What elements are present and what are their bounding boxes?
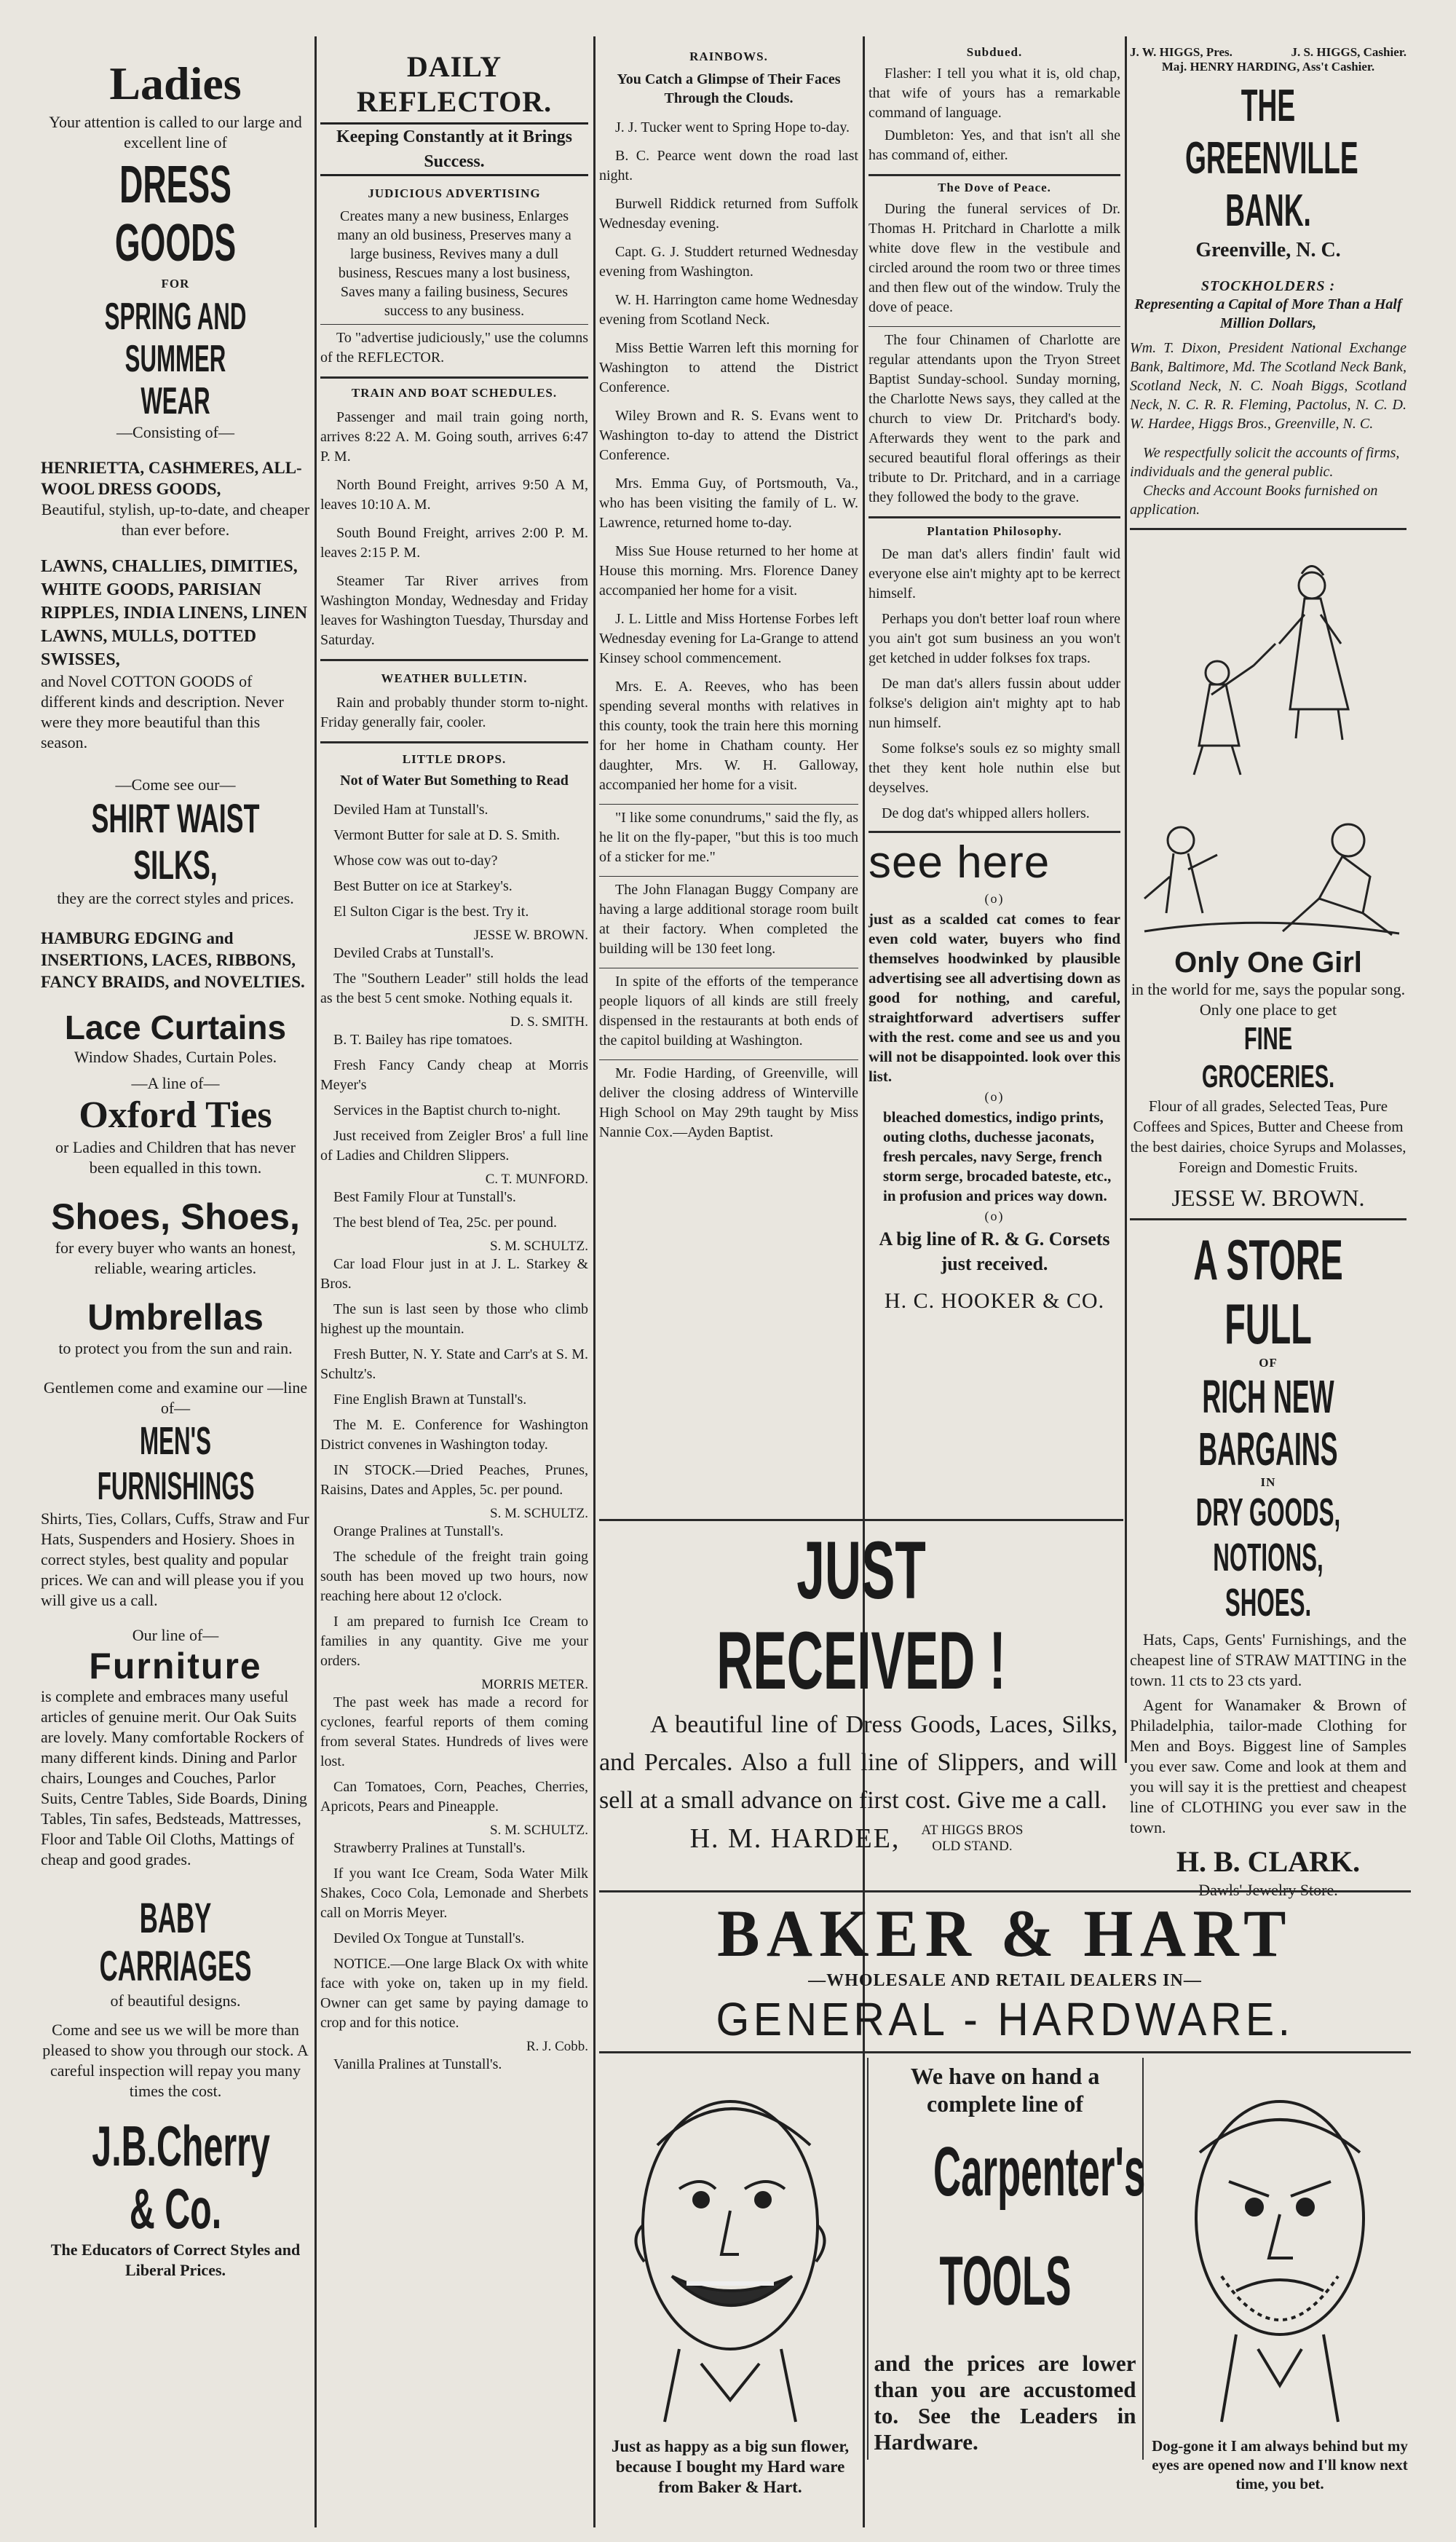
fabric-desc-2: and Novel COTTON GOODS of different kinds and description. Never were they more beautiful than this season. <box>41 672 284 751</box>
have-on-hand: We have on hand a complete line of <box>910 2063 1100 2117</box>
reflector-column <box>320 50 588 2527</box>
little-drop-item: Best Butter on ice at Starkey's. <box>333 878 513 894</box>
line-of-label: —A line of— <box>131 1074 220 1092</box>
little-drop-item: Best Family Flour at Tunstall's. <box>333 1189 516 1205</box>
subdued-heading: Subdued. <box>966 45 1023 59</box>
furniture-desc: is complete and embraces many useful articles of genuine merit. Our Oak Suits are lovely. Many comfortable Rockers of many different kinds. Dining and Parlor chairs, Lounges and Couches, Parlor Suits, Centre Tables, Side Boards, Dining Tables, Tin safes, Bedsteads, Mattresses, Floor and Table Oil Cloths, Mattings of cheap and good grades. <box>41 1687 307 1868</box>
rainbows-item: Mrs. E. A. Reeves, who has been spending several months with relatives in this county, took the train here this morning for her home in Chatham county. Her daughter, Mrs. W. H. Galloway, accompanied her home for a visit. <box>599 679 858 793</box>
dumbleton-reply: Dumbleton: Yes, and that isn't all she has command of, either. <box>869 127 1120 163</box>
little-drop-item: If you want Ice Cream, Soda Water Milk Shakes, Coco Cola, Lemonade and Sherbets call on Morris Meyer. <box>320 1866 588 1921</box>
rainbows-item: B. C. Pearce went down the road last night. <box>599 148 858 183</box>
plantation-heading: Plantation Philosophy. <box>927 524 1062 538</box>
shoes-desc: for every buyer who wants an honest, reliable, wearing articles. <box>55 1239 296 1277</box>
consisting-label: —Consisting of— <box>116 423 234 441</box>
fabric-list-1: HENRIETTA, CASHMERES, ALL-WOOL DRESS GOODS, <box>41 459 302 498</box>
see-here-heading: see here <box>869 837 1051 888</box>
rainbows-sub: You Catch a Glimpse of Their Faces Through the Clouds. <box>617 71 841 106</box>
little-drop-item: Orange Pralines at Tunstall's. <box>333 1523 504 1539</box>
rainbows-item: Burwell Riddick returned from Suffolk Wednesday evening. <box>599 196 858 232</box>
mens-furnishings-heading: MEN'S FURNISHINGS <box>97 1419 255 1508</box>
little-drop-item: B. T. Bailey has ripe tomatoes. <box>333 1032 513 1048</box>
plantation-list <box>869 545 1120 824</box>
grumpy-man-caption: Dog-gone it I am always behind but my eyes are opened now and I'll know next time, you bet. <box>1152 2437 1408 2492</box>
misc-column <box>869 45 1120 1501</box>
fabric-list-2: LAWNS, CHALLIES, DIMITIES, WHITE GOODS, PARISIAN RIPPLES, INDIA LINENS, LINEN LAWNS, MULLS, DOTTED SWISSES, <box>41 557 308 669</box>
fine-groceries: FINE GROCERIES. <box>1201 1021 1335 1094</box>
cherry-advertisement <box>41 58 310 2527</box>
little-drops-list <box>320 800 588 2075</box>
umbrellas-heading: Umbrellas <box>87 1297 264 1338</box>
plantation-item: De dog dat's whipped allers hollers. <box>882 805 1090 821</box>
dove-body: During the funeral services of Dr. Thomas H. Pritchard in Charlotte a milk white dove flew in the vestibule and circled around the room two or three times and then flew out of the window. Truly the dove of peace. <box>869 201 1120 315</box>
little-drop-item: Deviled Crabs at Tunstall's. <box>333 945 494 961</box>
shoes-heading: Shoes, Shoes, <box>51 1196 300 1237</box>
harding-item: Mr. Fodie Harding, of Greenville, will deliver the closing address of Winterville High School on May 29th taught by Miss Nannie Cox.—Ayden Baptist. <box>599 1065 858 1140</box>
bank-city: Greenville, N. C. <box>1195 239 1341 261</box>
little-drop-item: The sun is last seen by those who climb highest up the mountain. <box>320 1301 588 1337</box>
come-see-label: —Come see our— <box>115 775 236 794</box>
store-full-heading: A STORE FULL <box>1193 1228 1343 1356</box>
little-drops-heading: LITTLE DROPS. <box>402 752 507 766</box>
stockholders-list: Wm. T. Dixon, President National Exchange Bank, Baltimore, Md. The Scotland Neck Bank, Scotland Neck, N. C. Noah Biggs, Scotland Neck, N. C. R. R. Fleming, Pactolus, N. C. D. W. Hardee, Higgs Bros., Greenville, N. C. <box>1130 340 1406 432</box>
baker-hart-advertisement <box>599 1886 1411 2527</box>
girl-and-boys-illustration <box>1130 534 1406 942</box>
ornament: (o) <box>984 1209 1005 1223</box>
bank-president: J. W. HIGGS, Pres. <box>1130 45 1233 59</box>
right-column <box>1130 45 1406 1899</box>
little-drop-item: Deviled Ham at Tunstall's. <box>333 802 488 818</box>
hardee-body: A beautiful line of Dress Goods, Laces, Silks, and Percales. Also a full line of Slippers, and will sell at a small advance on first cost. Give me a call. <box>599 1711 1117 1814</box>
gentlemen-line: Gentlemen come and examine our —line of— <box>43 1378 308 1417</box>
clark-location: Dawls' Jewelry Store. <box>1198 1881 1338 1899</box>
tools-panel <box>867 2058 1144 2460</box>
little-drop-item: Whose cow was out to-day? <box>333 853 498 869</box>
hardee-advertisement <box>599 1515 1411 1879</box>
mens-desc: Shirts, Ties, Collars, Cuffs, Straw and Fur Hats, Suspenders and Hosiery. Shoes in correct styles, best quality and popular prices. We can and will please you if you will give us a call. <box>41 1509 309 1609</box>
hardee-signature-row <box>599 1823 1117 1855</box>
little-drop-item: El Sulton Cigar is the best. Try it. <box>333 904 529 920</box>
little-drop-signature: R. J. Cobb. <box>526 2039 588 2054</box>
rainbows-column <box>599 50 858 1501</box>
little-drop-signature: D. S. SMITH. <box>510 1014 588 1030</box>
prices-text: and the prices are lower than you are accustomed to. See the Leaders in Hardware. <box>874 2350 1136 2455</box>
plantation-item: De man dat's allers findin' fault wid everyone else ain't mighty apt to be kerrect himself. <box>869 546 1120 601</box>
in-label: IN <box>1260 1475 1276 1489</box>
buggy-item: The John Flanagan Buggy Company are having a large additional storage room built at their factory. When completed the building will be 130 feet long. <box>599 882 858 957</box>
little-drop-signature: S. M. SCHULTZ. <box>490 1239 588 1254</box>
train-schedule-1: Passenger and mail train going north, arrives 8:22 A. M. Going south, arrives 6:47 P. M. <box>320 409 588 465</box>
little-drop-item: The M. E. Conference for Washington District convenes in Washington today. <box>320 1417 588 1453</box>
carpenters-heading: Carpenter's <box>933 2133 1145 2211</box>
bank-checks: Checks and Account Books furnished on application. <box>1130 483 1378 518</box>
see-here-intro: just as a scalded cat comes to fear even cold water, buyers who find themselves hoodwinked by plausible advertising see all advertising down as good for nothing, and careful, straightforward advertisers suffer with the rest. come and see us and you will not be disappointed. look over this list. <box>869 910 1120 1085</box>
rainbows-heading: RAINBOWS. <box>689 50 768 63</box>
grocery-desc-2: Flour of all grades, Selected Teas, Pure Coffees and Spices, Butter and Cheese from the best dairies, choice Syrups and Molasses, Foreign and Domestic Fruits. <box>1130 1097 1406 1176</box>
jesse-brown: JESSE W. BROWN. <box>1171 1185 1365 1211</box>
see-here-list: bleached domestics, indigo prints, outing cloths, duchesse jaconats, fresh percales, navy Serge, french storm serge, brocaded bateste, etc., in profusion and prices way down. <box>883 1108 1112 1204</box>
of-label: OF <box>1259 1356 1278 1370</box>
rainbows-list <box>599 118 858 795</box>
train-schedule-2: North Bound Freight, arrives 9:50 A M, leaves 10:10 A. M. <box>320 477 588 513</box>
dress-goods-heading: DRESS GOODS <box>114 156 237 272</box>
stockholders-sub: Representing a Capital of More Than a Half Million Dollars, <box>1134 296 1402 331</box>
column-rule <box>593 36 596 2527</box>
tools-heading: TOOLS <box>939 2242 1071 2320</box>
chinamen-item: The four Chinamen of Charlotte are regular attendants upon the Tryon Street Baptist Sunday-school. Sunday morning, the Charlotte News says, they called at the church to view Dr. Pritchard's body. Afterwards they went to the park and secured beautiful floral offerings as their tribute to Dr. Pritchard, and in a carriage they followed the body to the grave. <box>869 332 1120 505</box>
rainbows-item: Capt. G. J. Studdert returned Wednesday evening from Washington. <box>599 244 858 280</box>
bank-solicit: We respectfully solicit the accounts of firms, individuals and the general public. <box>1130 445 1400 480</box>
dove-heading: The Dove of Peace. <box>938 181 1051 194</box>
bank-name: THE GREENVILLE BANK. <box>1185 81 1358 236</box>
bank-cashier: J. S. HIGGS, Cashier. <box>1291 45 1406 59</box>
general-hardware-heading: GENERAL - HARDWARE. <box>716 1993 1294 2045</box>
happy-man-illustration <box>599 2058 861 2436</box>
judicious-body: Creates many a new business, Enlarges many an old business, Preserves many a large business, Revives many a dull business, Rescues many a lost business, Saves many a failing business, Secures success to any business. <box>337 208 571 319</box>
for-label: FOR <box>161 277 190 291</box>
happy-man-panel <box>599 2058 861 2498</box>
hardee-location: AT HIGGS BROS OLD STAND. <box>921 1823 1024 1854</box>
fabric-desc-1: Beautiful, stylish, up-to-date, and cheaper than ever before. <box>41 500 310 539</box>
weather-heading: WEATHER BULLETIN. <box>381 671 528 685</box>
little-drop-item: Strawberry Pralines at Tunstall's. <box>333 1840 526 1856</box>
rainbows-item: W. H. Harrington came home Wednesday evening from Scotland Neck. <box>599 292 858 328</box>
ornament: (o) <box>984 1089 1005 1104</box>
plantation-item: De man dat's allers fussin about udder folkse's deligion ain't mighty apt to hab nun himself. <box>869 676 1120 731</box>
little-drop-item: The "Southern Leader" still holds the lead as the best 5 cent smoke. Nothing equals it. <box>320 971 588 1006</box>
little-drop-signature: MORRIS METER. <box>481 1677 588 1692</box>
come-see-us: Come and see us we will be more than pleased to show you through our stock. A careful inspection will repay you many times the cost. <box>42 2021 309 2100</box>
baker-hart-sub: —WHOLESALE AND RETAIL DEALERS IN— <box>808 1971 1202 1990</box>
little-drop-item: I am prepared to furnish Ice Cream to families in any quantity. Give me your orders. <box>320 1614 588 1669</box>
clark-desc: Hats, Caps, Gents' Furnishings, and the cheapest line of STRAW MATTING in the town. 11 cts to 23 cts yard. <box>1130 1630 1406 1689</box>
subdued-body: Flasher: I tell you what it is, old chap, that wife of yours has a remarkable command of language. <box>869 66 1120 121</box>
little-drop-item: Can Tomatoes, Corn, Peaches, Cherries, Apricots, Pears and Pineapple. <box>320 1779 588 1815</box>
column-rule <box>314 36 317 2527</box>
rainbows-item: Miss Bettie Warren left this morning for Washington to attend the District Conference. <box>599 340 858 395</box>
umbrellas-desc: to protect you from the sun and rain. <box>58 1339 293 1357</box>
little-drop-item: IN STOCK.—Dried Peaches, Prunes, Raisins, Dates and Apples, 5c. per pound. <box>320 1462 588 1498</box>
little-drop-item: Services in the Baptist church to-night. <box>333 1102 561 1118</box>
little-drop-item: The schedule of the freight train going south has been moved up two hours, now reaching here about 12 o'clock. <box>320 1549 588 1604</box>
motto: Keeping Constantly at it Brings Success. <box>320 125 588 176</box>
little-drop-item: Vermont Butter for sale at D. S. Smith. <box>333 827 561 843</box>
rich-bargains-heading: RICH NEW BARGAINS <box>1198 1370 1338 1475</box>
little-drop-signature: S. M. SCHULTZ. <box>490 1823 588 1838</box>
baby-carriages-heading: BABY CARRIAGES <box>99 1895 252 1990</box>
hooker-signature: H. C. HOOKER & CO. <box>884 1289 1105 1313</box>
only-one-girl: Only One Girl <box>1174 947 1362 979</box>
happy-man-caption: Just as happy as a big sun flower, because I bought my Hard ware from Baker & Hart. <box>611 2437 850 2496</box>
spring-summer-heading: SPRING AND SUMMER WEAR <box>104 296 247 422</box>
shirt-waist-heading: SHIRT WAIST SILKS, <box>91 795 260 888</box>
our-line-label: Our line of— <box>132 1626 219 1644</box>
clark-agent: Agent for Wanamaker & Brown of Philadelphia, tailor-made Clothing for Men and Boys. Biggest line of Samples you ever saw. Come and look at them and you will say it is the prettiest and cheapest line of CLOTHING you ever saw in the town. <box>1130 1696 1406 1836</box>
little-drop-signature: JESSE W. BROWN. <box>473 928 588 943</box>
little-drop-item: The past week has made a record for cyclones, fearful reports of them coming from several States. Hundreds of lives were lost. <box>320 1694 588 1769</box>
judicious-heading: JUDICIOUS ADVERTISING <box>368 186 541 200</box>
bank-asst-cashier: Maj. HENRY HARDING, Ass't Cashier. <box>1161 60 1375 74</box>
plantation-item: Some folkse's souls ez so mighty small thet they kent hole nuthin else but deyselves. <box>869 741 1120 796</box>
little-drop-item: Fresh Butter, N. Y. State and Carr's at S. M. Schultz's. <box>320 1346 588 1382</box>
lace-curtains-heading: Lace Curtains <box>64 1008 287 1046</box>
weather-body: Rain and probably thunder storm to-night. Friday generally fair, cooler. <box>320 695 588 730</box>
little-drop-signature: S. M. SCHULTZ. <box>490 1506 588 1521</box>
little-drop-item: Deviled Ox Tongue at Tunstall's. <box>333 1930 525 1946</box>
grocery-desc-1: in the world for me, says the popular song. Only one place to get <box>1131 980 1406 1019</box>
little-drop-signature: C. T. MUNFORD. <box>485 1172 588 1187</box>
train-schedule-3: South Bound Freight, arrives 2:00 P. M. leaves 2:15 P. M. <box>320 525 588 561</box>
hardware-body <box>599 2058 1411 2498</box>
rainbows-item: J. L. Little and Miss Hortense Forbes left Wednesday evening for La-Grange to attend Kinsey school commencement. <box>599 611 858 666</box>
just-received-heading: JUST RECEIVED ! <box>716 1525 1006 1706</box>
little-drop-item: Fine English Brawn at Tunstall's. <box>333 1392 527 1408</box>
little-drop-item: Fresh Fancy Candy cheap at Morris Meyer's <box>320 1057 588 1093</box>
ladies-intro: Your attention is called to our large and excellent line of <box>49 113 302 151</box>
corsets-line: A big line of R. & G. Corsets just received. <box>879 1228 1110 1274</box>
train-heading: TRAIN AND BOAT SCHEDULES. <box>351 386 558 400</box>
masthead: DAILY REFLECTOR. <box>320 50 588 125</box>
stockholders-heading: STOCKHOLDERS : <box>1200 278 1336 294</box>
little-drop-item: Vanilla Pralines at Tunstall's. <box>333 2056 502 2072</box>
grumpy-man-panel <box>1149 2058 1411 2493</box>
oxford-heading: Oxford Ties <box>79 1094 272 1136</box>
oxford-desc: or Ladies and Children that has never been equalled in this town. <box>55 1138 296 1177</box>
little-drops-sub: Not of Water But Something to Read <box>340 773 569 789</box>
grumpy-man-illustration <box>1149 2058 1411 2436</box>
cherry-tagline: The Educators of Correct Styles and Liberal Prices. <box>50 2241 301 2279</box>
rainbows-item: Mrs. Emma Guy, of Portsmouth, Va., who has been visiting the family of L. W. Lawrence, returned home to-day. <box>599 475 858 531</box>
baker-hart-name: BAKER & HART <box>717 1896 1293 1970</box>
little-drop-item: Car load Flour just in at J. L. Starkey & Bros. <box>320 1256 588 1292</box>
cherry-name: J.B.Cherry & Co. <box>92 2114 270 2241</box>
ladies-heading: Ladies <box>109 58 242 109</box>
temperance-item: In spite of the efforts of the temperance people liquors of all kinds are still freely dispensed in the restaurants at both ends of the capitol building at Washington. <box>599 974 858 1049</box>
ornament: (o) <box>984 891 1005 906</box>
furniture-heading: Furniture <box>89 1646 262 1686</box>
little-drop-item: NOTICE.—One large Black Ox with white face with yoke on, taken up in my field. Owner can get same by paying damage to crop and for this notice. <box>320 1956 588 2031</box>
baby-carriages-desc: of beautiful designs. <box>110 1992 241 2010</box>
bank-officers <box>1130 45 1406 60</box>
window-shades: Window Shades, Curtain Poles. <box>74 1048 277 1066</box>
clark-name: H. B. CLARK. <box>1176 1845 1361 1878</box>
rainbows-item: Miss Sue House returned to her home at House this morning. Mrs. Florence Daney accompanied her home for a visit. <box>599 543 858 599</box>
little-drop-item: Just received from Zeigler Bros' a full line of Ladies and Children Slippers. <box>320 1128 588 1164</box>
dry-goods-heading: DRY GOODS, NOTIONS, SHOES. <box>1195 1491 1341 1625</box>
steamer-schedule: Steamer Tar River arrives from Washington Monday, Wednesday and Friday leaves for Washington Tuesday, Thursday and Saturday. <box>320 573 588 648</box>
hardee-name: H. M. HARDEE, <box>689 1823 901 1854</box>
rainbows-item: Wiley Brown and R. S. Evans went to Washington to-day to attend the District Conference. <box>599 408 858 463</box>
rainbows-item: J. J. Tucker went to Spring Hope to-day. <box>615 119 850 135</box>
column-rule <box>1125 36 1127 1763</box>
plantation-item: Perhaps you don't better loaf roun where you ain't got sum business an you won't get ketched in udder folkses fox traps. <box>869 611 1120 666</box>
conundrums-item: "I like some conundrums," said the fly, as he lit on the fly-paper, "but this is too much of a sticker for me." <box>599 810 858 865</box>
shirt-waist-desc: they are the correct styles and prices. <box>57 889 294 907</box>
little-drop-item: The best blend of Tea, 25c. per pound. <box>333 1215 558 1231</box>
advertise-note: To "advertise judiciously," use the columns of the REFLECTOR. <box>320 330 588 366</box>
hamburg-list: HAMBURG EDGING and INSERTIONS, LACES, RIBBONS, FANCY BRAIDS, and NOVELTIES. <box>41 929 305 991</box>
